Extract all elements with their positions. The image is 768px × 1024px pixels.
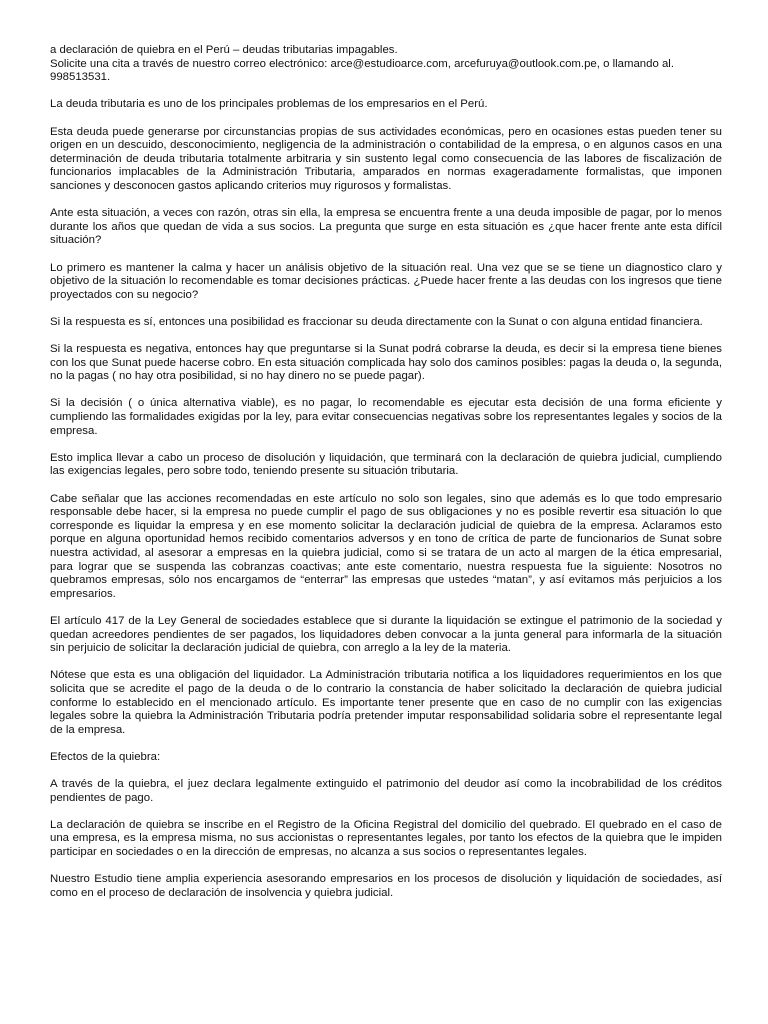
intro-heading-line: a declaración de quiebra en el Perú – deudas tributarias impagables. [50, 44, 398, 56]
paragraph-debt-origins: Esta deuda puede generarse por circunstancias propias de sus actividades económicas, pero en ocasiones estas pueden tener su origen en un descuido, desconocimiento, negligencia de la administración o contabilidad de la empresa, o en algunos casos en una determinación de deuda tributaria totalmente arbitraria y sin sustento legal como consecuencia de las labores de fiscalización de funcionarios implacables de la Administración Tributaria, amparados en normas exageradamente formalistas, que imponen sanciones y desconocen gastos aplicando criterios muy rigurosos y formalistas. [50, 125, 722, 192]
paragraph-dissolution: Esto implica llevar a cabo un proceso de disolución y liquidación, que terminará con la declaración de quiebra judicial, cumpliendo las exigencias legales, pero sobre todo, teniendo presente su situación tributaria. [50, 451, 722, 478]
contact-line: Solicite una cita a través de nuestro correo electrónico: arce@estudioarce.com, arcefuruya@outlook.com.pe, o llamando al. 998513531. [50, 57, 674, 84]
paragraph-keep-calm: Lo primero es mantener la calma y hacer un análisis objetivo de la situación real. Una vez que se se tiene un diagnostico claro y objetivo de la situación lo recomendable es tomar decisiones prácticas. ¿Puede hacer frente a las deudas con los ingresos que tiene proyectados con su negocio? [50, 261, 722, 301]
paragraph-tax-debt-problem: La deuda tributaria es uno de los principales problemas de los empresarios en el Perú. [50, 98, 488, 111]
paragraph-bankruptcy-effect: A través de la quiebra, el juez declara legalmente extinguido el patrimonio del deudor así como la incobrabilidad de los créditos pendientes de pago. [50, 778, 722, 804]
paragraph-registry: La declaración de quiebra se inscribe en el Registro de la Oficina Registral del domicilio del quebrado. El quebrado en el caso de una empresa, es la empresa misma, no sus accionistas o representantes legales, por tanto los efectos de la quiebra que le impiden participar en sociedades o en la dirección de empresas, no alcanza a sus socios o representantes legales. [50, 818, 722, 859]
paragraph-answer-yes: Si la respuesta es sí, entonces una posibilidad es fraccionar su deuda directamente con la Sunat o con alguna entidad financiera. [50, 315, 703, 328]
paragraph-impossible-debt: Ante esta situación, a veces con razón, otras sin ella, la empresa se encuentra frente a una deuda imposible de pagar, por lo menos durante los años que quedan de vida a sus socios. La pregunta que surge en esta situación es ¿que hacer frente ante esta difícil situación? [50, 207, 722, 247]
paragraph-liquidator-obligation: Nótese que esta es una obligación del liquidador. La Administración tributaria notifica a los liquidadores requerimientos en los que solicita que se acredite el pago de la deuda o de lo contrario la constancia de haber solicitado la declaración de quiebra judicial conforme lo establecido en el mencionado artículo. Es importante tener presente que en caso de no cumplir con las exigencias legales sobre la quiebra la Administración Tributaria podría pretender imputar responsabilidad solidaria sobre el representante legal de la empresa. [50, 669, 722, 736]
paragraph-article-417: El artículo 417 de la Ley General de sociedades establece que si durante la liquidación se extingue el patrimonio de la sociedad y quedan acreedores pendientes de ser pagados, los liquidadores deben convocar a la junta general para informarla de la situación sin perjuicio de solicitar la declaración judicial de quiebra, con arreglo a la ley de la materia. [50, 614, 722, 655]
section-heading-effects: Efectos de la quiebra: [50, 750, 161, 763]
document-page [50, 44, 722, 914]
intro-block [50, 44, 722, 85]
paragraph-answer-no: Si la respuesta es negativa, entonces hay que preguntarse si la Sunat podrá cobrarse la deuda, es decir si la empresa tiene bienes con los que Sunat puede hacerse cobro. En esta situación complicada hay solo dos caminos posibles: pagas la deuda o, la segunda, no la pagas ( no hay otra posibilidad, si no hay dinero no se puede pagar). [50, 343, 722, 383]
paragraph-decision-not-pay: Si la decisión ( o única alternativa viable), es no pagar, lo recomendable es ejecutar esta decisión de una forma eficiente y cumpliendo las formalidades exigidas por la ley, para evitar consecuencias negativas sobre los representantes legales y socios de la empresa. [50, 397, 722, 437]
paragraph-legal-actions: Cabe señalar que las acciones recomendadas en este artículo no solo son legales, sino que además es lo que todo empresario responsable debe hacer, si la empresa no puede cumplir el pago de sus obligaciones y no es posible revertir esa situación lo que corresponde es liquidar la empresa y en ese momento solicitar la declaración judicial de quiebra de la empresa. Aclaramos esto porque en alguna oportunidad hemos recibido comentarios adversos y en tono de crítica de parte de funcionarios de Sunat sobre nuestra actividad, al asesorar a empresas en la quiebra judicial, como si se tratara de un acto al margen de la ética empresarial, para lograr que se suspenda las cobranzas coactivas; ante este comentario, nuestra respuesta fue la siguiente: Nosotros no quebramos empresas, sólo nos encargamos de “enterrar” las empresas que ustedes “matan”, y así evitamos más perjuicios a los empresarios. [50, 492, 722, 600]
paragraph-experience: Nuestro Estudio tiene amplia experiencia asesorando empresarios en los procesos de disolución y liquidación de sociedades, así como en el proceso de declaración de insolvencia y quiebra judicial. [50, 873, 722, 899]
